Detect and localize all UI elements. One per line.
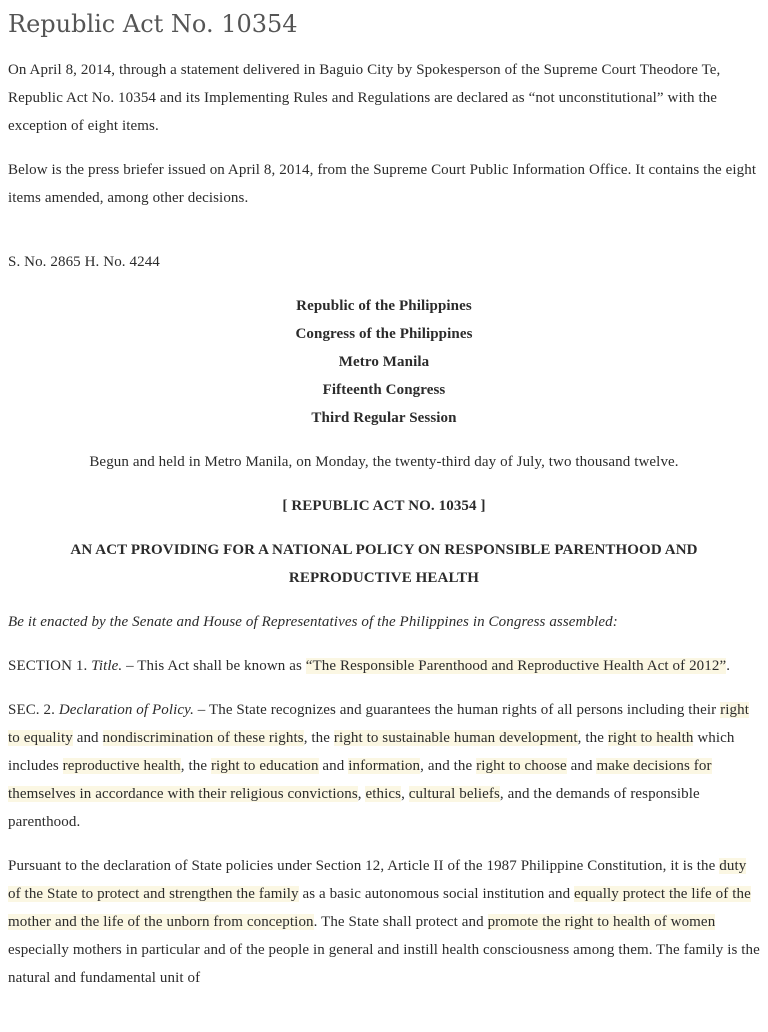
section-heading: Title.	[91, 658, 123, 674]
section-text: as a basic autonomous social institution and	[298, 886, 575, 902]
section-text: and	[566, 758, 597, 774]
section-label: SEC. 2.	[8, 702, 55, 718]
page-title: Republic Act No. 10354	[8, 10, 298, 38]
header-line: Fifteenth Congress	[322, 382, 446, 398]
highlighted-text: right to health	[607, 730, 694, 746]
section-text: and	[72, 730, 103, 746]
section-text: which includes	[8, 730, 735, 774]
header-block	[8, 292, 760, 432]
section-2-paragraph-2	[8, 852, 760, 992]
highlighted-text: right to sustainable human development	[333, 730, 578, 746]
highlighted-text: nondiscrimination of these rights	[102, 730, 304, 746]
intro-paragraph-2: Below is the press briefer issued on April 8, 2014, from the Supreme Court Public Information Office. It contains the eight items amended, among other decisions.	[8, 162, 757, 206]
highlighted-text: cultural beliefs	[408, 786, 500, 802]
highlighted-text: reproductive health	[62, 758, 181, 774]
highlighted-text: right to education	[210, 758, 319, 774]
enacting-clause: Be it enacted by the Senate and House of Representatives of the Philippines in Congress assembled:	[8, 614, 618, 630]
highlighted-text: “The Responsible Parenthood and Reproductive Health Act of 2012”	[305, 658, 727, 674]
act-number: [ REPUBLIC ACT NO. 10354 ]	[282, 498, 486, 514]
highlighted-text: duty of the State to protect and strengthen the family	[8, 858, 747, 902]
section-text: and	[318, 758, 349, 774]
section-text: , the	[303, 730, 334, 746]
highlighted-text: make decisions for themselves in accordance with their religious convictions	[8, 758, 712, 802]
act-title: AN ACT PROVIDING FOR A NATIONAL POLICY ON RESPONSIBLE PARENTHOOD AND REPRODUCTIVE HEALTH	[70, 542, 698, 586]
section-text: , the	[577, 730, 608, 746]
section-1	[8, 652, 760, 680]
highlighted-text: promote the right to health of women	[487, 914, 716, 930]
section-text: ,	[401, 786, 409, 802]
highlighted-text: right to choose	[476, 758, 567, 774]
section-text: Pursuant to the declaration of State policies under Section 12, Article II of the 1987 Philippine Constitution, it is the	[8, 858, 720, 874]
begun-statement: Begun and held in Metro Manila, on Monday, the twenty-third day of July, two thousand twelve.	[89, 454, 679, 470]
highlighted-text: ethics	[365, 786, 402, 802]
header-line: Congress of the Philippines	[295, 326, 473, 342]
highlighted-text: equally protect the life of the mother and the life of the unborn from conception	[8, 886, 751, 930]
section-label: SECTION 1.	[8, 658, 88, 674]
header-line: Metro Manila	[338, 354, 430, 370]
highlighted-text: right to equality	[8, 702, 749, 746]
section-text: – The State recognizes and guarantees the human rights of all persons including their	[193, 702, 721, 718]
section-heading: Declaration of Policy.	[58, 702, 194, 718]
section-text: ,	[357, 786, 366, 802]
header-line: Republic of the Philippines	[296, 298, 472, 314]
bill-numbers: S. No. 2865 H. No. 4244	[8, 254, 160, 270]
highlighted-text: information	[348, 758, 421, 774]
header-line: Third Regular Session	[311, 410, 457, 426]
section-text: especially mothers in particular and of the people in general and instill health consciousness among them. The family is the natural and fundamental unit of	[8, 942, 760, 986]
section-text: – This Act shall be known as	[122, 658, 306, 674]
section-text: . The State shall protect and	[313, 914, 488, 930]
section-2	[8, 696, 760, 836]
intro-paragraph-1: On April 8, 2014, through a statement delivered in Baguio City by Spokesperson of the Supreme Court Theodore Te, Republic Act No. 10354 and its Implementing Rules and Regulations are declared as “not unconstitutional” with the exception of eight items.	[8, 62, 721, 134]
section-text: , and the	[420, 758, 477, 774]
section-text: .	[726, 658, 731, 674]
section-text: , and the demands of responsible parenthood.	[8, 786, 700, 830]
section-text: , the	[180, 758, 211, 774]
document-page	[0, 8, 768, 992]
